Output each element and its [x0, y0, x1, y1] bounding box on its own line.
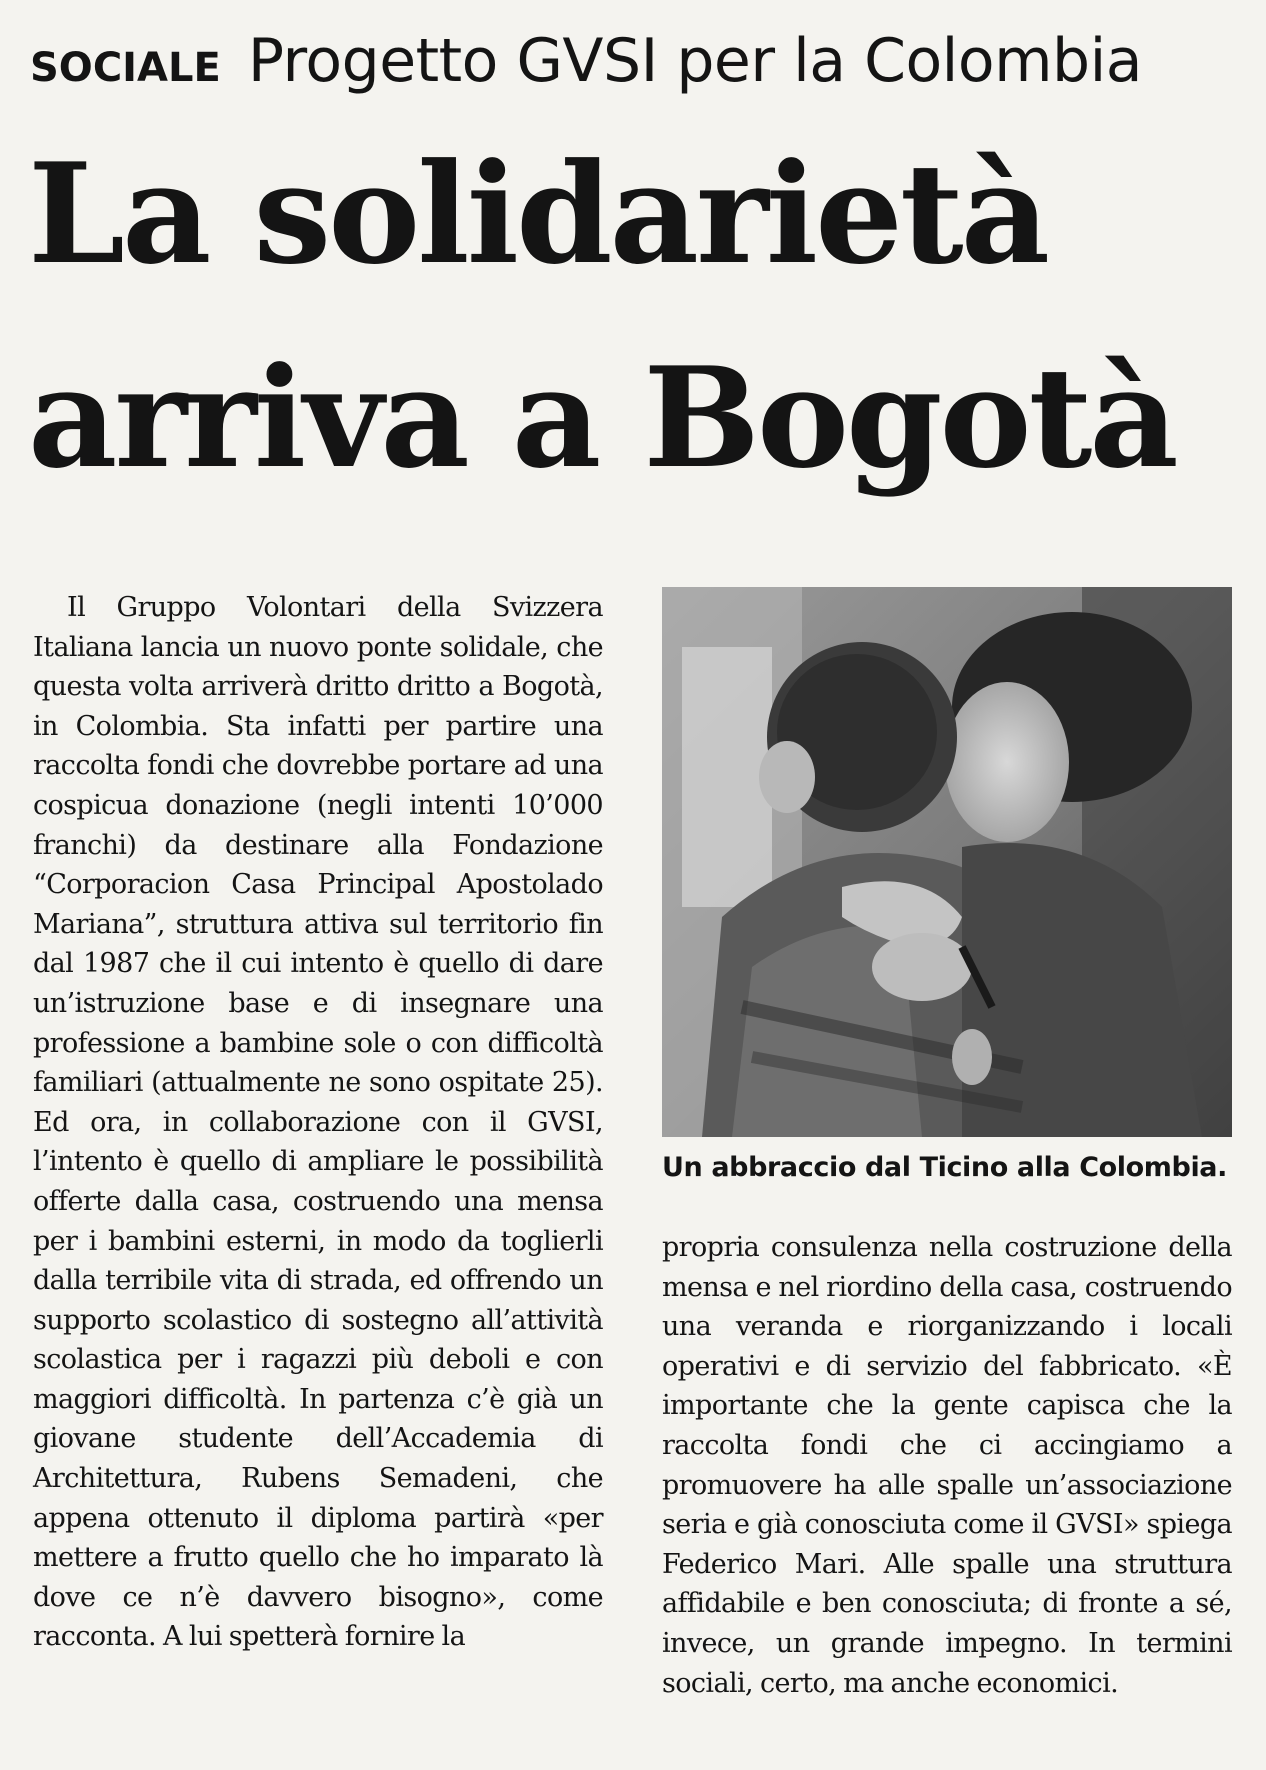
article-photo [662, 587, 1232, 1137]
photo-embrace-image [662, 587, 1232, 1137]
article-body-right: propria consulenza nella costruzione della mensa e nel riordino della casa, costruendo una veranda e riorganizzando i locali operativi e di servizio del fabbricato. «È importante che la gente capisca che la raccolta fondi che ci accingiamo a promuovere ha alle spalle un’associazione seria e già conosciuta come il GVSI» spiega Federico Mari. Alle spalle una struttura affidabile e ben conosciuta; di fronte a sé, invece, un grande impegno. In termini sociali, certo, ma anche economici. [662, 1232, 1232, 1699]
article-column-right [662, 1228, 1232, 1703]
kicker-title: Progetto GVSI per la Colombia [247, 26, 1143, 96]
article-body-left: Il Gruppo Volontari della Svizzera Italiana lancia un nuovo ponte solidale, che questa volta arriverà dritto dritto a Bogotà, in Colombia. Sta infatti per partire una raccolta fondi che dovrebbe portare ad una cospicua donazione (negli intenti 10’000 franchi) da destinare alla Fondazione “Corporacion Casa Principal Apostolado Mariana”, struttura attiva sul territorio fin dal 1987 che il cui intento è quello di dare un’istruzione base e di insegnare una professione a bambine sole o con difficoltà familiari (attualmente ne sono ospitate 25). Ed ora, in collaborazione con il GVSI, l’intento è quello di ampliare le possibilità offerte dalla casa, costruendo una mensa per i bambini esterni, in modo da toglierli dalla terribile vita di strada, ed offrendo un supporto scolastico di sostegno all’attività scolastica per i ragazzi più deboli e con maggiori difficoltà. In partenza c’è già un giovane studente dell’Accademia di Architettura, Rubens Semadeni, che appena ottenuto il diploma partirà «per mettere a frutto quello che ho imparato là dove ce n’è davvero bisogno», come racconta. A lui spetterà fornire la [33, 592, 603, 1653]
headline [28, 112, 1248, 520]
header-row [30, 26, 1240, 106]
headline-line-1: La solidarietà [28, 132, 1048, 295]
article-column-left [33, 588, 603, 1657]
headline-line-2: arriva a Bogotà [28, 336, 1176, 499]
section-label: SOCIALE [30, 45, 221, 91]
photo-caption: Un abbraccio dal Ticino alla Colombia. [662, 1152, 1227, 1183]
